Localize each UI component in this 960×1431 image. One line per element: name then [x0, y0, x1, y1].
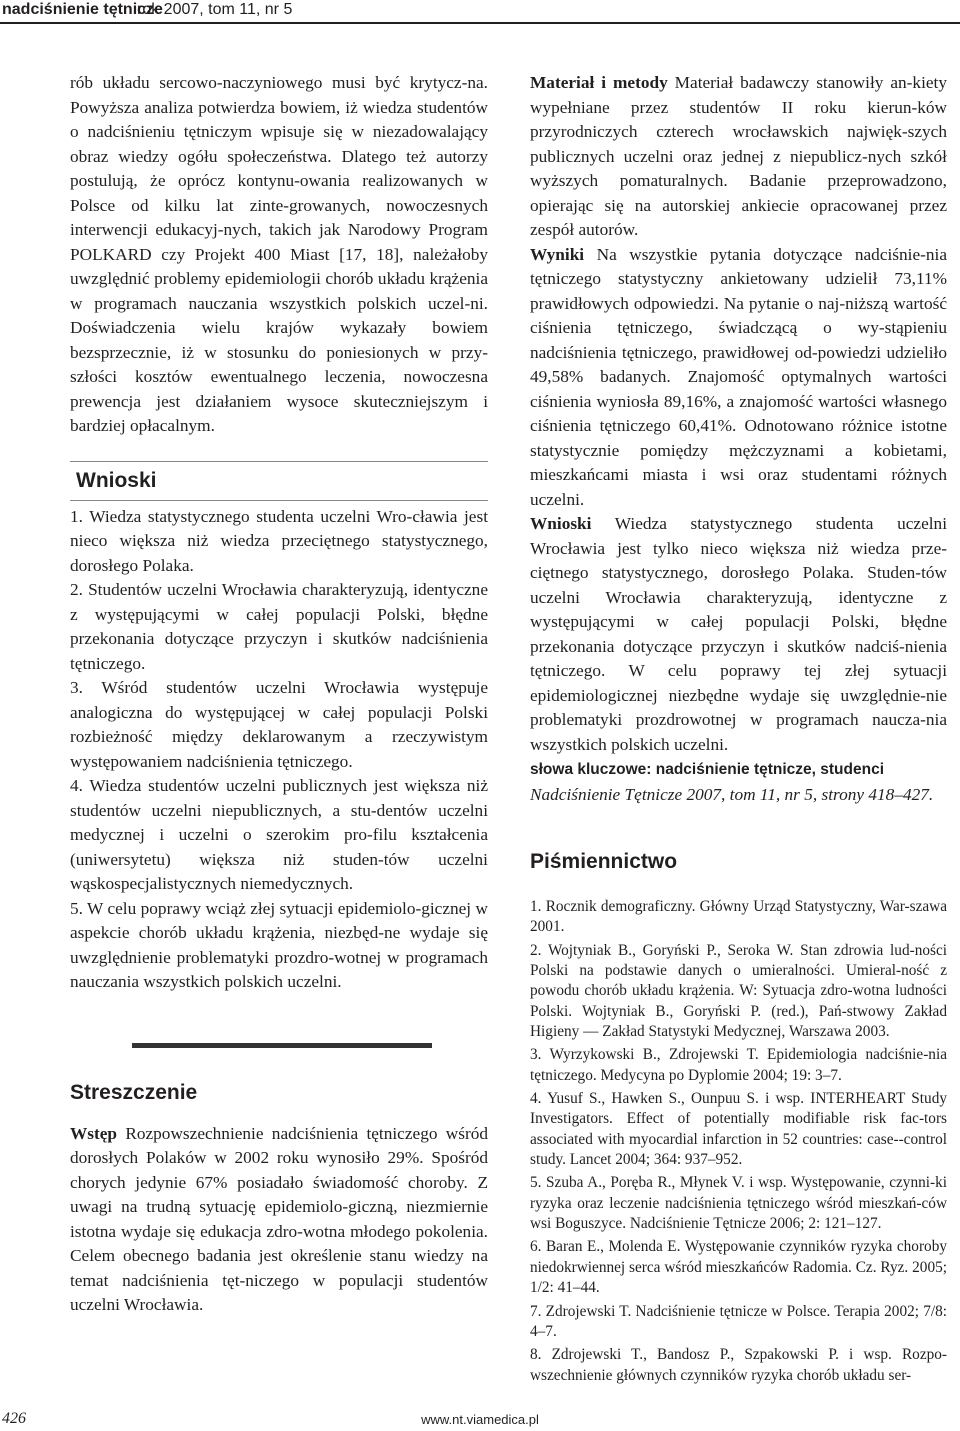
conclusion-item: 4. Wiedza studentów uczelni publicznych jest większa niż studentów uczelni niepublicznych, a stu-dentów uczelni medycznej i uczelni o szerokim pro-filu kształcenia (uniwersytetu) większa niż studen-tów uczelni wąskospecjalistycznych niemedycznych.: [70, 776, 488, 893]
abstract-conclusions-text: Wiedza statystycznego studenta uczelni Wrocławia jest tylko nieco większa niż wiedza prze-ciętnego statystycznego, dorosłego Polaka. Studen-tów uczelni Wrocławia charakteryzują, identyczne z występującymi w całej populacji Polski, błędne przekonania dotyczące przyczyn i skutków nadciś-nienia tętniczego. W celu poprawy tej złej sytuacji epidemiologicznej niezbędne wydaje się uwzględnie-nie problematyki prozdrowotnej w programach naucza-nia wszystkich polskich uczelni.: [530, 514, 947, 754]
discussion-paragraph: rób układu sercowo-naczyniowego musi być krytycz-na. Powyższa analiza potwierdza bowiem, iż wiedza studentów o nadciśnieniu tętniczym wpisuje się w niezadowalający obraz wiedzy ogółu społeczeństwa. Dlatego też autorzy postulują, że oprócz kontynu-owania realizowanych w Polsce od kilku lat zinte-growanych, nowoczesnych interwencji edukacyj-nych, takich jak Narodowy Program POLKARD czy Projekt 400 Miast [17, 18], należałoby uwzględnić problemy epidemiologii chorób układu krążenia w programach nauczania wszystkich polskich uczel-ni. Doświadczenia wielu krajów wykazały bowiem bezsprzecznie, iż w stosunku do poniesionych w przy-szłości kosztów ewentualnego leczenia, nowoczesna prewencja jest działaniem wysoce skuteczniejszym i bardziej opłacalnym.: [70, 73, 488, 435]
intro-label: Wstęp: [70, 1123, 118, 1143]
conclusion-item: 1. Wiedza statystycznego studenta uczelni Wro-cławia jest nieco większa niż wiedza przeciętnego statystycznego, dorosłego Polaka.: [70, 506, 488, 575]
journal-issue: rok 2007, tom 11, nr 5: [137, 1, 293, 18]
page-number: 426: [2, 1410, 26, 1427]
citation-line: [530, 783, 947, 808]
reference-item: 7. Zdrojewski T. Nadciśnienie tętnicze w Polsce. Terapia 2002; 7/8: 4–7.: [530, 1302, 947, 1340]
keywords: słowa kluczowe: nadciśnienie tętnicze, studenci: [530, 761, 885, 778]
results-label: Wyniki: [530, 244, 585, 264]
citation: Nadciśnienie Tętnicze 2007, tom 11, nr 5, strony 418–427.: [530, 784, 934, 804]
keywords-line: [530, 757, 947, 783]
references-list: [530, 897, 947, 1386]
heading-rule-bottom: [70, 500, 488, 501]
reference-item: 4. Yusuf S., Hawken S., Ounpuu S. i wsp. INTERHEART Study Investigators. Effect of potentially modifiable risk fac-tors associated with myocardial infarction in 52 countries: case--control study. Lancet 2004; 364: 937–952.: [530, 1090, 947, 1169]
section-divider-bar: [132, 1043, 432, 1048]
reference-item: 3. Wyrzykowski B., Zdrojewski T. Epidemiologia nadciśnie-nia tętniczego. Medycyna po Dyplomie 2004; 19: 3–7.: [530, 1046, 947, 1084]
conclusions-list: [70, 505, 488, 995]
materials-label: Materiał i metody: [530, 73, 668, 92]
journal-title: nadciśnienie tętnicze: [2, 1, 163, 18]
reference-item: 8. Zdrojewski T., Bandosz P., Szpakowski P. i wsp. Rozpo-wszechnienie głównych czynników ryzyka chorób układu ser-: [530, 1346, 947, 1384]
conclusion-item: 3. Wśród studentów uczelni Wrocławia występuje analogiczna do występującej w całej populacji Polski rozbieżność między deklarowanym a rzeczywistym występowaniem nadciśnienia tętniczego.: [70, 678, 488, 771]
abstract-materials: [530, 71, 947, 243]
left-column: [70, 71, 488, 1318]
reference-item: 2. Wojtyniak B., Goryński P., Seroka W. Stan zdrowia lud-ności Polski na podstawie danych o umieralności. Umieral-ność z powodu chorób układu krążenia. W: Sytuacja zdro-wotna ludności Polski. Wojtyniak B., Goryński P. (red.), Pań-stwowy Zakład Higieny — Zakład Statystyki Medycznej, Warszawa 2003.: [530, 941, 947, 1041]
conclusions-heading: Wnioski: [76, 468, 157, 492]
abstract-results: [530, 243, 947, 513]
references-heading: Piśmiennictwo: [530, 850, 678, 873]
abstract-conclusions: [530, 512, 947, 757]
right-column: [530, 71, 947, 1389]
reference-item: 6. Baran E., Molenda E. Występowanie czynników ryzyka choroby niedokrwiennej serca wśród mieszkańców Radomia. Cz. Ryz. 2005; 1/2: 41–44.: [530, 1238, 947, 1297]
results-text: Na wszystkie pytania dotyczące nadciśnie-nia tętniczego statystyczny ankietowany udzielił 73,11% prawidłowych odpowiedzi. Na pytanie o naj-niższą wartość ciśnienia tętniczego, świadczącą o wy-stąpieniu nadciśnienia tętniczego, prawidłowej od-powiedzi udzieliło 49,58% badanych. Znajomość optymalnych wartości ciśnienia wyniosła 89,16%, a znajomość wartości własnego ciśnienia tętniczego 60,41%. Odnotowano różnice istotne statystycznie pomiędzy mężczyznami a kobietami, mieszkańcami miasta i wsi oraz studentami różnych uczelni.: [530, 244, 947, 509]
reference-item: 5. Szuba A., Poręba R., Młynek V. i wsp. Występowanie, czynni-ki ryzyka oraz leczenie nadciśnienia tętniczego wśród mieszkań-ców wsi Boguszyce. Nadciśnienie Tętnicze 2006; 2: 121–127.: [530, 1174, 947, 1233]
conclusion-item: 5. W celu poprawy wciąż złej sytuacji epidemiolo-gicznej w aspekcie chorób układu krążenia, niezbęd-ne wydaje się uwzględnienie problematyki prozdro-wotnej w programach nauczania wszystkich polskich uczelni.: [70, 898, 488, 991]
materials-text: Materiał badawczy stanowiły an-kiety wypełniane przez studentów II roku kierun-ków przyrodniczych czterech wrocławskich najwięk-szych publicznych uczelni oraz jednej z niepublicz-nych szkół wyższych pomaturalnych. Badanie przeprowadzono, opierając się na autorskiej ankiecie opracowanej przez zespół autorów.: [530, 73, 947, 239]
conclusion-item: 2. Studentów uczelni Wrocławia charakteryzują, identyczne z występującymi w całej populacji Polski, błędne przekonania dotyczące przyczyn i skutków nadciśnienia tętniczego.: [70, 580, 488, 673]
abstract-conclusions-label: Wnioski: [530, 514, 592, 533]
running-header: [0, 0, 960, 24]
abstract-heading: Streszczenie: [70, 1080, 198, 1104]
footer-url: www.nt.viamedica.pl: [421, 1412, 539, 1427]
conclusions-heading-block: [70, 461, 488, 501]
abstract-intro: [70, 1122, 488, 1318]
reference-item: 1. Rocznik demograficzny. Główny Urząd Statystyczny, War-szawa 2001.: [530, 898, 947, 936]
intro-text: Rozpowszechnienie nadciśnienia tętniczego wśród dorosłych Polaków w 2002 roku wynosiło 29%. Spośród chorych jedynie 67% posiadało świadomość choroby. Z uwagi na trudną sytuację epidemiolo-giczną, niezmiernie istotna wydaje się edukacja zdro-wotna młodego pokolenia. Celem obecnego badania jest określenie stanu wiedzy na temat nadciśnienia tęt-niczego w populacji studentów uczelni Wrocławia.: [70, 1123, 488, 1314]
